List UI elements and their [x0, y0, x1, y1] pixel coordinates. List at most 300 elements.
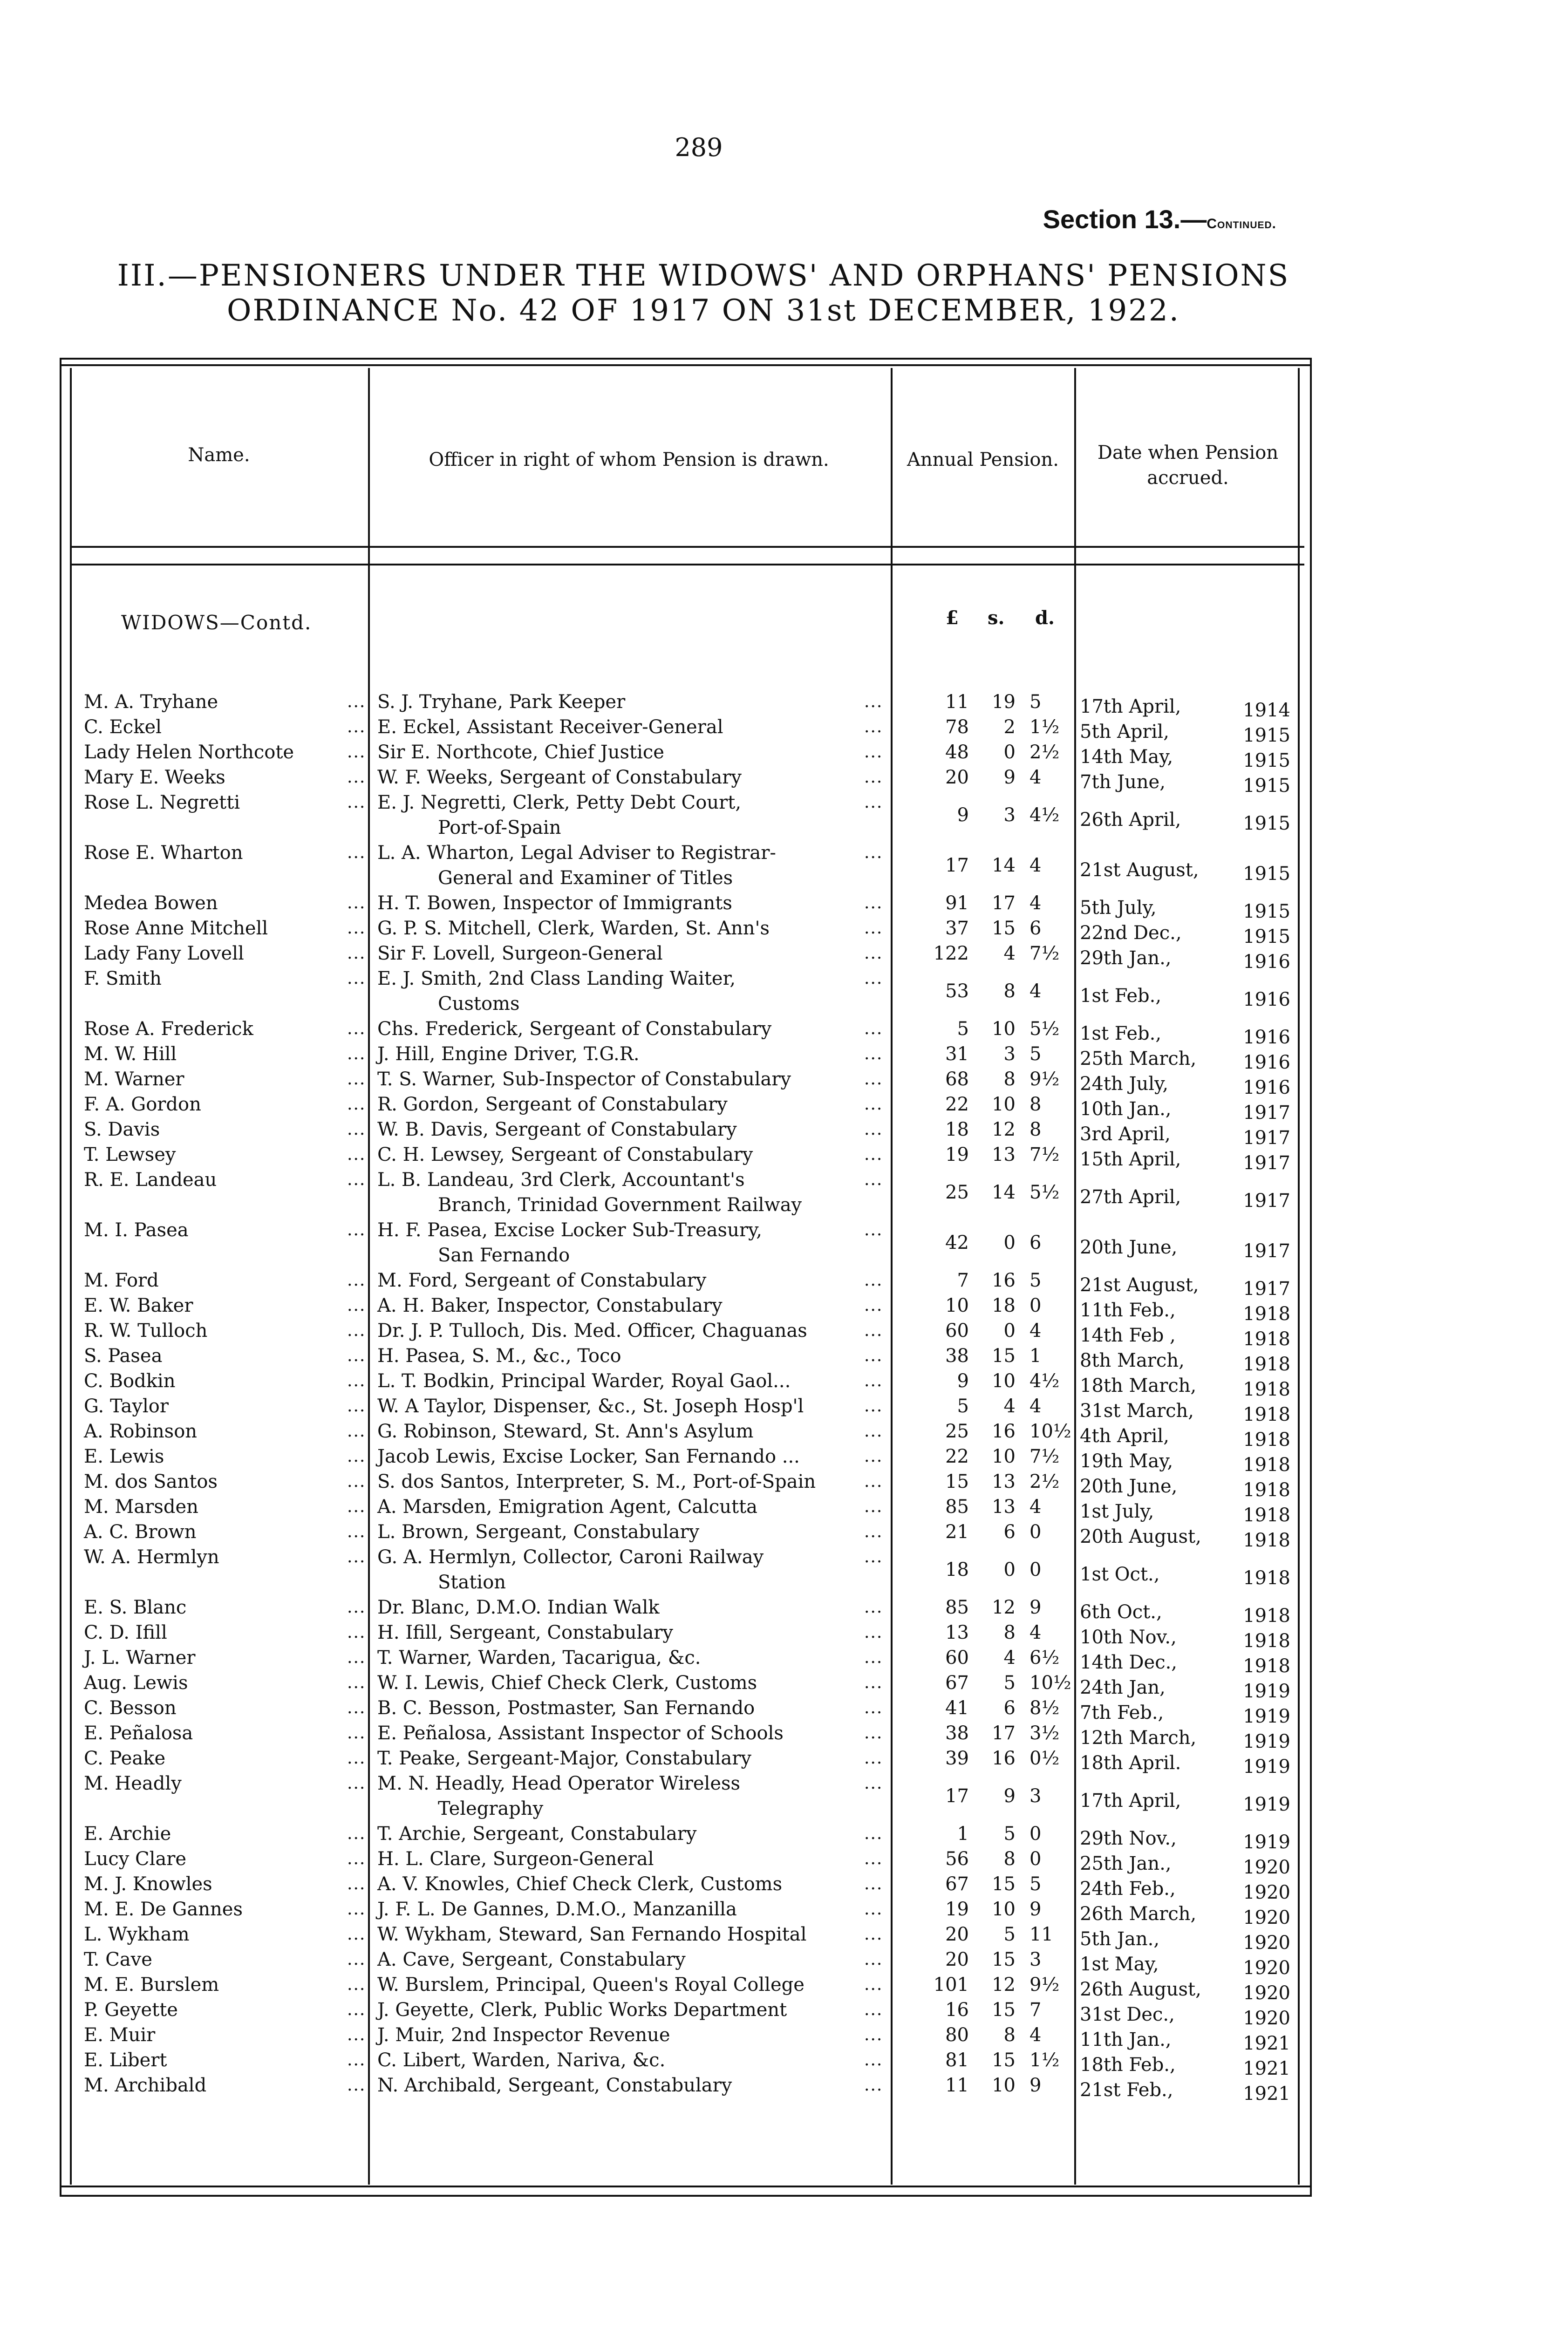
leader-dots: ...: [347, 1120, 366, 1139]
pension-shillings: 8: [1003, 1069, 1016, 1090]
leader-dots: ...: [347, 1824, 366, 1843]
pension-pounds: 68: [945, 1069, 969, 1090]
leader-dots: ...: [864, 1346, 883, 1365]
pension-pounds: 10: [945, 1295, 969, 1316]
leader-dots: ...: [864, 1975, 883, 1994]
pension-shillings: 10: [992, 2075, 1016, 2096]
officer-description: Dr. J. P. Tulloch, Dis. Med. Officer, Chaguanas: [377, 1320, 807, 1342]
pension-pence: 4½: [1029, 804, 1060, 826]
leader-dots: ...: [347, 1371, 366, 1390]
accrued-year: 1921: [1243, 2058, 1290, 2079]
pensioner-name: E. W. Baker: [84, 1295, 193, 1316]
pension-pence: 9½: [1029, 1069, 1060, 1090]
pension-pounds: 19: [945, 1899, 969, 1920]
pension-pence: 4: [1029, 1320, 1042, 1342]
accrued-date: 20th June,: [1080, 1237, 1178, 1258]
pension-pence: 6: [1029, 1232, 1042, 1253]
leader-dots: ...: [347, 1623, 366, 1642]
header-date: Date when Pension accrued.: [1097, 442, 1279, 489]
accrued-year: 1917: [1243, 1152, 1290, 1174]
accrued-date: 4th April,: [1080, 1425, 1169, 1447]
leader-dots: ...: [347, 969, 366, 988]
accrued-year: 1919: [1243, 1681, 1290, 1702]
accrued-date: 10th Nov.,: [1080, 1627, 1177, 1648]
accrued-date: 25th March,: [1080, 1048, 1197, 1069]
accrued-date: 14th Dec.,: [1080, 1652, 1178, 1673]
pensioner-name: C. Besson: [84, 1697, 177, 1719]
pension-shillings: 13: [992, 1496, 1016, 1518]
pension-pounds: 122: [933, 943, 969, 964]
accrued-date: 22nd Dec.,: [1080, 922, 1182, 944]
leader-dots: ...: [864, 919, 883, 938]
pension-pounds: 5: [957, 1018, 969, 1040]
leader-dots: ...: [864, 768, 883, 787]
leader-dots: ...: [347, 717, 366, 736]
table-bottom-rule: [60, 2186, 1312, 2187]
pension-pounds: 17: [945, 855, 969, 876]
pension-pence: 3: [1029, 1785, 1042, 1807]
leader-dots: ...: [864, 1422, 883, 1441]
pension-pounds: 9: [957, 1370, 969, 1392]
pension-pounds: 7: [957, 1270, 969, 1291]
accrued-year: 1918: [1243, 1454, 1290, 1476]
pensioner-name: J. L. Warner: [84, 1647, 196, 1668]
leader-dots: ...: [864, 1522, 883, 1541]
accrued-date: 31st Dec.,: [1080, 2004, 1175, 2025]
officer-description-cont: San Fernando: [438, 1245, 570, 1266]
leader-dots: ...: [347, 1044, 366, 1063]
officer-description: E. Peñalosa, Assistant Inspector of Schools: [377, 1723, 784, 1744]
pension-pence: 7½: [1029, 1144, 1060, 1165]
accrued-year: 1915: [1243, 863, 1290, 885]
section-text: Section 13.—: [1043, 204, 1207, 234]
pension-pence: 8: [1029, 1119, 1042, 1140]
pension-pounds: 18: [945, 1559, 969, 1580]
accrued-date: 11th Feb.,: [1080, 1300, 1176, 1321]
leader-dots: ...: [347, 2025, 366, 2044]
officer-description: S. J. Tryhane, Park Keeper: [377, 691, 626, 713]
pension-shillings: 5: [1003, 1672, 1016, 1694]
group-label: WIDOWS—Contd.: [121, 611, 312, 634]
accrued-date: 21st August,: [1080, 1274, 1199, 1296]
officer-description: T. Warner, Warden, Tacarigua, &c.: [377, 1647, 701, 1668]
pension-shillings: 8: [1003, 2024, 1016, 2046]
pension-shillings: 9: [1003, 1785, 1016, 1807]
pension-pounds: 16: [945, 1999, 969, 2021]
pensioner-name: M. Headly: [84, 1773, 182, 1794]
pensioner-name: R. E. Landeau: [84, 1169, 217, 1191]
accrued-year: 1920: [1243, 1932, 1290, 1954]
pension-shillings: 0: [1003, 1559, 1016, 1580]
pensioner-name: M. I. Pasea: [84, 1219, 189, 1241]
pension-pence: 4: [1029, 767, 1042, 788]
pensioner-name: C. Bodkin: [84, 1370, 176, 1392]
pension-shillings: 10: [992, 1094, 1016, 1115]
accrued-date: 1st Oct.,: [1080, 1564, 1160, 1585]
header-name: Name.: [188, 444, 250, 466]
leader-dots: ...: [864, 1623, 883, 1642]
pensioner-name: P. Geyette: [84, 1999, 178, 2021]
pension-pounds: 17: [945, 1785, 969, 1807]
pension-shillings: 4: [1003, 1396, 1016, 1417]
officer-description: L. Brown, Sergeant, Constabulary: [377, 1521, 700, 1543]
pensioner-name: Rose E. Wharton: [84, 842, 243, 864]
accrued-year: 1915: [1243, 926, 1290, 947]
pension-pounds: 11: [945, 691, 969, 713]
pension-pounds: 38: [945, 1723, 969, 1744]
officer-description: J. Geyette, Clerk, Public Works Department: [377, 1999, 787, 2021]
leader-dots: ...: [347, 768, 366, 787]
pension-pence: 1½: [1029, 2050, 1060, 2071]
header-officer: Officer in right of whom Pension is drawn.: [429, 449, 829, 470]
accrued-year: 1918: [1243, 1303, 1290, 1325]
accrued-date: 1st Feb.,: [1080, 985, 1162, 1007]
pension-pence: 7½: [1029, 1446, 1060, 1467]
officer-description: N. Archibald, Sergeant, Constabulary: [377, 2075, 732, 2096]
officer-description: J. Muir, 2nd Inspector Revenue: [377, 2024, 670, 2046]
pensioner-name: M. A. Tryhane: [84, 691, 218, 713]
accrued-date: 6th Oct.,: [1080, 1601, 1162, 1623]
column-rule-2: [368, 368, 370, 2185]
leader-dots: ...: [347, 1271, 366, 1290]
pensioner-name: S. Davis: [84, 1119, 160, 1140]
leader-dots: ...: [347, 1220, 366, 1239]
accrued-year: 1921: [1243, 2033, 1290, 2054]
pensioner-name: Medea Bowen: [84, 892, 218, 914]
pensioner-name: S. Pasea: [84, 1345, 163, 1367]
pension-pence: 4: [1029, 2024, 1042, 2046]
pensioner-name: E. Archie: [84, 1823, 171, 1845]
accrued-date: 19th May,: [1080, 1451, 1173, 1472]
officer-description: Jacob Lewis, Excise Locker, San Fernando ...: [377, 1446, 800, 1467]
header-rule: [70, 546, 1304, 548]
pension-shillings: 4: [1003, 1647, 1016, 1668]
leader-dots: ...: [864, 1950, 883, 1969]
accrued-date: 29th Jan.,: [1080, 947, 1172, 969]
accrued-date: 26th August,: [1080, 1979, 1201, 2000]
accrued-year: 1918: [1243, 1404, 1290, 1425]
pension-pence: 9: [1029, 1899, 1042, 1920]
pension-shillings: 15: [992, 1873, 1016, 1895]
pension-shillings: 14: [992, 855, 1016, 876]
leader-dots: ...: [347, 1522, 366, 1541]
pension-pounds: 91: [945, 892, 969, 914]
pensioner-name: R. W. Tulloch: [84, 1320, 208, 1342]
officer-description: A. H. Baker, Inspector, Constabulary: [377, 1295, 723, 1316]
pension-pounds: 25: [945, 1182, 969, 1203]
pensioner-name: E. Lewis: [84, 1446, 164, 1467]
pension-shillings: 5: [1003, 1924, 1016, 1945]
group-rule: [70, 564, 1304, 565]
accrued-year: 1918: [1243, 1429, 1290, 1451]
pension-shillings: 10: [992, 1446, 1016, 1467]
pence-head: d.: [1035, 607, 1055, 629]
officer-description: J. F. L. De Gannes, D.M.O., Manzanilla: [377, 1899, 737, 1920]
pension-pounds: 19: [945, 1144, 969, 1165]
officer-description-cont: Station: [438, 1572, 506, 1593]
leader-dots: ...: [347, 1925, 366, 1944]
officer-description: J. Hill, Engine Driver, T.G.R.: [377, 1043, 640, 1065]
leader-dots: ...: [864, 793, 883, 812]
pension-shillings: 15: [992, 1345, 1016, 1367]
officer-description: H. F. Pasea, Excise Locker Sub-Treasury,: [377, 1219, 762, 1241]
leader-dots: ...: [864, 1824, 883, 1843]
pension-pence: 10½: [1029, 1672, 1071, 1694]
leader-dots: ...: [347, 1447, 366, 1466]
leader-dots: ...: [864, 742, 883, 762]
pension-shillings: 6: [1003, 1521, 1016, 1543]
pension-pence: 4: [1029, 1496, 1042, 1518]
shillings-head: s.: [988, 607, 1005, 629]
pensioner-name: M. E. Burslem: [84, 1974, 219, 1995]
pension-shillings: 16: [992, 1748, 1016, 1769]
pensioner-name: F. A. Gordon: [84, 1094, 201, 1115]
accrued-year: 1918: [1243, 1605, 1290, 1627]
pension-pounds: 85: [945, 1597, 969, 1618]
pension-pence: 9: [1029, 1597, 1042, 1618]
pension-pence: 1½: [1029, 716, 1060, 738]
accrued-date: 7th June,: [1080, 771, 1166, 793]
table-top-double-rule: [60, 364, 1312, 366]
officer-description: T. Archie, Sergeant, Constabulary: [377, 1823, 697, 1845]
leader-dots: ...: [864, 1019, 883, 1038]
pension-pence: 6: [1029, 918, 1042, 939]
pension-shillings: 0: [1003, 1320, 1016, 1342]
pension-shillings: 9: [1003, 767, 1016, 788]
pension-shillings: 8: [1003, 981, 1016, 1002]
pensioner-name: M. Archibald: [84, 2075, 207, 2096]
officer-description: Chs. Frederick, Sergeant of Constabulary: [377, 1018, 772, 1040]
pension-shillings: 4: [1003, 943, 1016, 964]
pension-pounds: 22: [945, 1446, 969, 1467]
accrued-year: 1919: [1243, 1832, 1290, 1853]
leader-dots: ...: [864, 1296, 883, 1315]
leader-dots: ...: [864, 1774, 883, 1793]
accrued-date: 18th March,: [1080, 1375, 1197, 1396]
accrued-year: 1917: [1243, 1127, 1290, 1149]
pension-shillings: 16: [992, 1421, 1016, 1442]
accrued-date: 18th April.: [1080, 1752, 1181, 1774]
pensioner-name: M. dos Santos: [84, 1471, 218, 1492]
pension-pence: 5½: [1029, 1018, 1060, 1040]
leader-dots: ...: [864, 1900, 883, 1919]
pension-shillings: 18: [992, 1295, 1016, 1316]
pension-pence: 11: [1029, 1924, 1053, 1945]
leader-dots: ...: [347, 2000, 366, 2019]
pension-pence: 4: [1029, 855, 1042, 876]
officer-description-cont: Branch, Trinidad Government Railway: [438, 1194, 802, 1216]
accrued-date: 18th Feb.,: [1080, 2054, 1176, 2076]
leader-dots: ...: [864, 2050, 883, 2070]
accrued-date: 11th Jan.,: [1080, 2029, 1172, 2050]
leader-dots: ...: [864, 1749, 883, 1768]
accrued-date: 15th April,: [1080, 1149, 1181, 1170]
leader-dots: ...: [347, 1472, 366, 1491]
pension-pounds: 20: [945, 767, 969, 788]
accrued-date: 10th Jan.,: [1080, 1098, 1172, 1120]
leader-dots: ...: [347, 1321, 366, 1340]
accrued-year: 1918: [1243, 1479, 1290, 1501]
pension-pence: 6½: [1029, 1647, 1060, 1668]
pension-pence: 8½: [1029, 1697, 1060, 1719]
pension-pence: 4: [1029, 892, 1042, 914]
leader-dots: ...: [864, 1497, 883, 1516]
leader-dots: ...: [864, 1069, 883, 1089]
pension-pounds: 38: [945, 1345, 969, 1367]
leader-dots: ...: [864, 893, 883, 913]
accrued-year: 1914: [1243, 700, 1290, 721]
leader-dots: ...: [347, 1145, 366, 1164]
accrued-date: 26th March,: [1080, 1903, 1197, 1925]
pensioner-name: M. W. Hill: [84, 1043, 177, 1065]
accrued-date: 21st August,: [1080, 859, 1199, 881]
officer-description: A. Cave, Sergeant, Constabulary: [377, 1949, 686, 1970]
pension-pounds: 20: [945, 1949, 969, 1970]
leader-dots: ...: [347, 1497, 366, 1516]
officer-description-cont: Customs: [438, 993, 520, 1015]
pension-pounds: 1: [957, 1823, 969, 1845]
pension-pence: 3½: [1029, 1723, 1060, 1744]
pension-pounds: 101: [933, 1974, 969, 1995]
accrued-date: 17th April,: [1080, 696, 1181, 717]
accrued-year: 1917: [1243, 1278, 1290, 1300]
pension-pence: 7½: [1029, 943, 1060, 964]
officer-description: W. A Taylor, Dispenser, &c., St. Joseph Hosp'l: [377, 1396, 804, 1417]
officer-description: M. N. Headly, Head Operator Wireless: [377, 1773, 741, 1794]
officer-description: T. Peake, Sergeant-Major, Constabulary: [377, 1748, 751, 1769]
accrued-year: 1919: [1243, 1731, 1290, 1752]
officer-description: G. P. S. Mitchell, Clerk, Warden, St. Ann's: [377, 918, 770, 939]
pensioner-name: A. C. Brown: [84, 1521, 197, 1543]
pension-shillings: 13: [992, 1144, 1016, 1165]
leader-dots: ...: [347, 1874, 366, 1893]
leader-dots: ...: [864, 1120, 883, 1139]
accrued-date: 5th Jan.,: [1080, 1928, 1160, 1950]
pensioner-name: Rose A. Frederick: [84, 1018, 253, 1040]
column-rule-3: [891, 368, 893, 2185]
page-number: 289: [675, 133, 723, 162]
leader-dots: ...: [347, 1648, 366, 1667]
accrued-year: 1920: [1243, 1907, 1290, 1928]
accrued-year: 1915: [1243, 725, 1290, 746]
leader-dots: ...: [347, 1774, 366, 1793]
pension-pounds: 25: [945, 1421, 969, 1442]
leader-dots: ...: [864, 1925, 883, 1944]
pension-pence: 0: [1029, 1295, 1042, 1316]
officer-description: E. J. Negretti, Clerk, Petty Debt Court,: [377, 792, 742, 813]
accrued-year: 1916: [1243, 989, 1290, 1010]
pensioner-name: E. S. Blanc: [84, 1597, 187, 1618]
officer-description: L. A. Wharton, Legal Adviser to Registrar-: [377, 842, 776, 864]
leader-dots: ...: [347, 1749, 366, 1768]
pension-pounds: 18: [945, 1119, 969, 1140]
officer-description: G. A. Hermlyn, Collector, Caroni Railway: [377, 1546, 764, 1568]
leader-dots: ...: [347, 1170, 366, 1189]
leader-dots: ...: [347, 1396, 366, 1416]
accrued-year: 1918: [1243, 1630, 1290, 1652]
accrued-date: 12th March,: [1080, 1727, 1197, 1749]
officer-description: W. B. Davis, Sergeant of Constabulary: [377, 1119, 737, 1140]
leader-dots: ...: [347, 1975, 366, 1994]
accrued-date: 24th July,: [1080, 1073, 1169, 1095]
accrued-year: 1915: [1243, 901, 1290, 922]
accrued-date: 27th April,: [1080, 1186, 1181, 1208]
pension-shillings: 14: [992, 1182, 1016, 1203]
pension-pence: 10½: [1029, 1421, 1071, 1442]
pension-pence: 4: [1029, 981, 1042, 1002]
pension-pounds: 5: [957, 1396, 969, 1417]
pensioner-name: Aug. Lewis: [84, 1672, 188, 1694]
pension-pounds: 67: [945, 1873, 969, 1895]
pension-pounds: 31: [945, 1043, 969, 1065]
accrued-date: 17th April,: [1080, 1790, 1181, 1811]
pensioner-name: Rose L. Negretti: [84, 792, 240, 813]
pensioner-name: A. Robinson: [84, 1421, 198, 1442]
pension-shillings: 5: [1003, 1823, 1016, 1845]
accrued-year: 1918: [1243, 1505, 1290, 1526]
pounds-head: £: [946, 607, 959, 629]
pension-pence: 0: [1029, 1559, 1042, 1580]
leader-dots: ...: [347, 1598, 366, 1617]
pension-pounds: 78: [945, 716, 969, 738]
pension-pence: 0½: [1029, 1748, 1060, 1769]
leader-dots: ...: [347, 1422, 366, 1441]
pensioner-name: L. Wykham: [84, 1924, 190, 1945]
pension-pence: 0: [1029, 1823, 1042, 1845]
accrued-year: 1916: [1243, 951, 1290, 973]
pension-shillings: 19: [992, 691, 1016, 713]
accrued-year: 1921: [1243, 2083, 1290, 2104]
leader-dots: ...: [864, 1396, 883, 1416]
pension-shillings: 8: [1003, 1622, 1016, 1643]
accrued-year: 1918: [1243, 1379, 1290, 1400]
pensioner-name: E. Muir: [84, 2024, 156, 2046]
officer-description: L. T. Bodkin, Principal Warder, Royal Gaol...: [377, 1370, 791, 1392]
officer-description: T. S. Warner, Sub-Inspector of Constabulary: [377, 1069, 791, 1090]
leader-dots: ...: [864, 843, 883, 862]
pension-shillings: 15: [992, 2050, 1016, 2071]
leader-dots: ...: [347, 1950, 366, 1969]
accrued-date: 5th July,: [1080, 897, 1157, 919]
leader-dots: ...: [347, 742, 366, 762]
accrued-year: 1920: [1243, 1957, 1290, 1979]
accrued-year: 1919: [1243, 1794, 1290, 1815]
accrued-year: 1916: [1243, 1052, 1290, 1073]
pension-shillings: 10: [992, 1018, 1016, 1040]
pension-pounds: 37: [945, 918, 969, 939]
officer-description: E. J. Smith, 2nd Class Landing Waiter,: [377, 968, 736, 989]
pension-pence: 9½: [1029, 1974, 1060, 1995]
pension-pence: 3: [1029, 1949, 1042, 1970]
pensioner-name: M. Marsden: [84, 1496, 198, 1518]
leader-dots: ...: [864, 1371, 883, 1390]
pension-pence: 1: [1029, 1345, 1042, 1367]
accrued-date: 7th Feb.,: [1080, 1702, 1164, 1723]
accrued-date: 24th Jan,: [1080, 1677, 1166, 1698]
header-pension: Annual Pension.: [907, 449, 1059, 470]
pension-pounds: 22: [945, 1094, 969, 1115]
pension-pounds: 20: [945, 1924, 969, 1945]
officer-description: A. V. Knowles, Chief Check Clerk, Customs: [377, 1873, 783, 1895]
officer-description: M. Ford, Sergeant of Constabulary: [377, 1270, 707, 1291]
pension-shillings: 15: [992, 1999, 1016, 2021]
accrued-year: 1919: [1243, 1706, 1290, 1727]
pension-shillings: 13: [992, 1471, 1016, 1492]
leader-dots: ...: [347, 1346, 366, 1365]
pensioner-name: C. D. Ifill: [84, 1622, 167, 1643]
officer-description: S. dos Santos, Interpreter, S. M., Port-of-Spain: [377, 1471, 816, 1492]
leader-dots: ...: [347, 2076, 366, 2095]
